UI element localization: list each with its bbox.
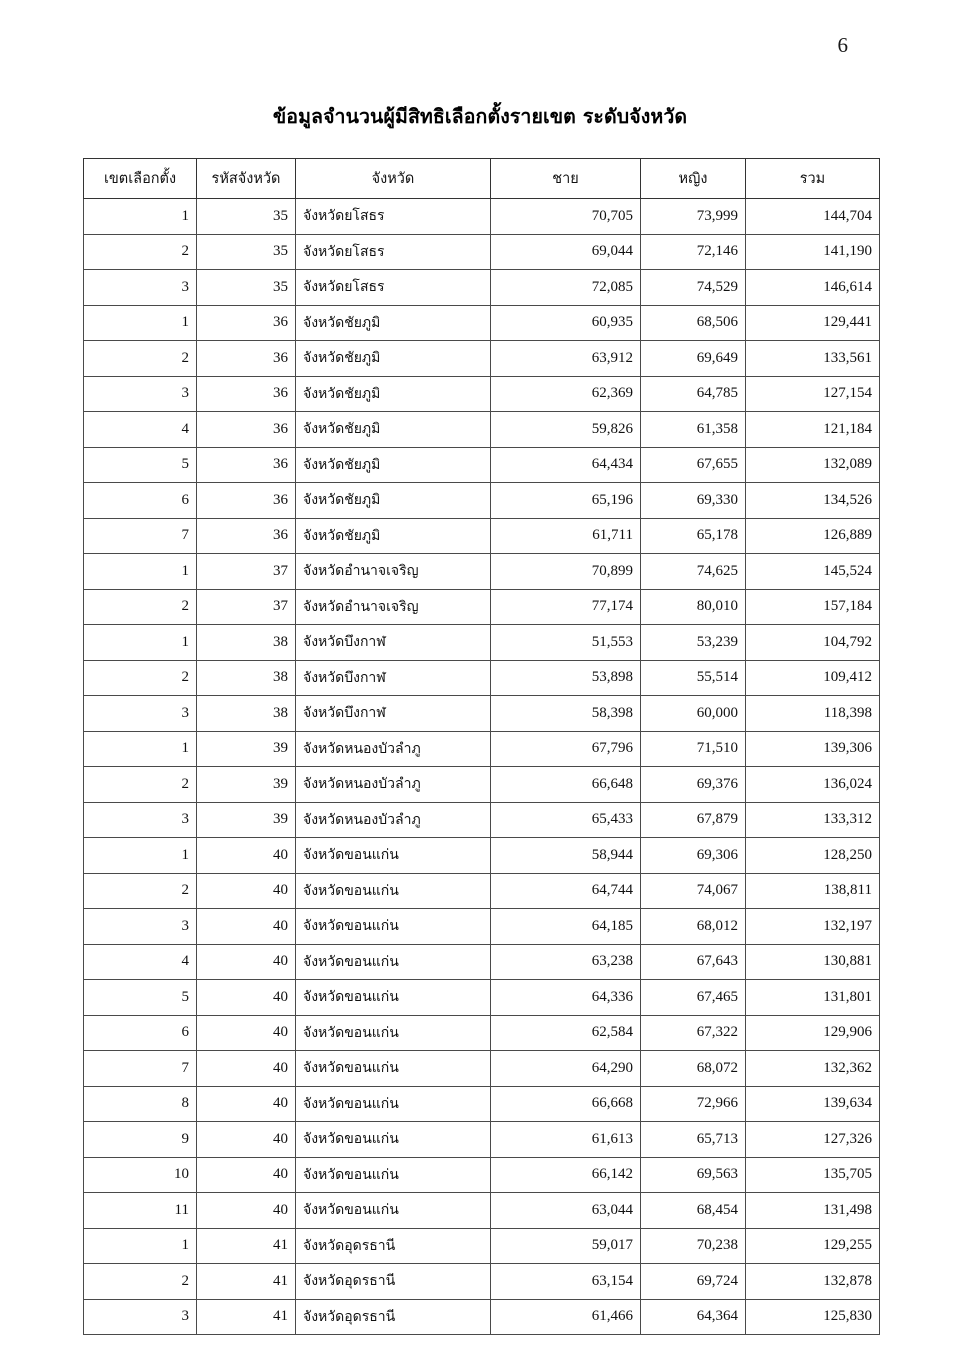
cell-province: จังหวัดชัยภูมิ	[296, 341, 491, 377]
page-title: ข้อมูลจำนวนผู้มีสิทธิเลือกตั้งรายเขต ระดับจังหวัด	[272, 105, 688, 129]
cell-province-code: 40	[197, 1086, 296, 1122]
table-row	[84, 518, 880, 554]
cell-province-code: 40	[197, 1193, 296, 1229]
cell-male: 69,044	[491, 234, 641, 270]
cell-province-code: 35	[197, 199, 296, 235]
cell-province-code: 36	[197, 412, 296, 448]
table-row	[84, 412, 880, 448]
cell-male: 61,711	[491, 518, 641, 554]
cell-female: 68,012	[641, 909, 746, 945]
cell-province: จังหวัดอำนาจเจริญ	[296, 589, 491, 625]
cell-district: 7	[84, 518, 197, 554]
cell-district: 1	[84, 731, 197, 767]
cell-total: 129,906	[746, 1015, 880, 1051]
cell-total: 136,024	[746, 767, 880, 803]
cell-district: 2	[84, 767, 197, 803]
cell-province: จังหวัดขอนแก่น	[296, 1193, 491, 1229]
cell-province: จังหวัดบึงกาฬ	[296, 660, 491, 696]
cell-district: 4	[84, 944, 197, 980]
cell-province-code: 37	[197, 554, 296, 590]
cell-district: 1	[84, 305, 197, 341]
cell-male: 62,584	[491, 1015, 641, 1051]
cell-province-code: 37	[197, 589, 296, 625]
cell-province: จังหวัดขอนแก่น	[296, 944, 491, 980]
cell-female: 67,322	[641, 1015, 746, 1051]
cell-female: 68,072	[641, 1051, 746, 1087]
cell-male: 59,017	[491, 1228, 641, 1264]
cell-district: 2	[84, 1264, 197, 1300]
cell-district: 11	[84, 1193, 197, 1229]
column-header-province: จังหวัด	[296, 159, 491, 199]
cell-province-code: 35	[197, 270, 296, 306]
cell-female: 68,454	[641, 1193, 746, 1229]
cell-province-code: 40	[197, 909, 296, 945]
cell-province: จังหวัดขอนแก่น	[296, 1051, 491, 1087]
cell-province: จังหวัดชัยภูมิ	[296, 483, 491, 519]
cell-district: 1	[84, 199, 197, 235]
cell-male: 59,826	[491, 412, 641, 448]
cell-total: 139,306	[746, 731, 880, 767]
table-row	[84, 1299, 880, 1335]
cell-male: 65,433	[491, 802, 641, 838]
cell-female: 74,529	[641, 270, 746, 306]
column-header-male: ชาย	[491, 159, 641, 199]
cell-province: จังหวัดขอนแก่น	[296, 873, 491, 909]
cell-district: 3	[84, 270, 197, 306]
cell-male: 64,744	[491, 873, 641, 909]
table-row	[84, 1264, 880, 1300]
cell-province-code: 40	[197, 1157, 296, 1193]
cell-male: 65,196	[491, 483, 641, 519]
table-row	[84, 944, 880, 980]
cell-province-code: 40	[197, 1122, 296, 1158]
table-row	[84, 234, 880, 270]
cell-province-code: 40	[197, 1015, 296, 1051]
cell-female: 73,999	[641, 199, 746, 235]
cell-province: จังหวัดยโสธร	[296, 270, 491, 306]
cell-total: 129,255	[746, 1228, 880, 1264]
cell-total: 118,398	[746, 696, 880, 732]
cell-province: จังหวัดชัยภูมิ	[296, 518, 491, 554]
cell-province: จังหวัดชัยภูมิ	[296, 412, 491, 448]
cell-male: 66,142	[491, 1157, 641, 1193]
cell-male: 70,899	[491, 554, 641, 590]
cell-total: 104,792	[746, 625, 880, 661]
cell-district: 8	[84, 1086, 197, 1122]
cell-male: 64,336	[491, 980, 641, 1016]
table-row	[84, 1193, 880, 1229]
cell-province: จังหวัดขอนแก่น	[296, 1015, 491, 1051]
cell-district: 5	[84, 980, 197, 1016]
cell-total: 125,830	[746, 1299, 880, 1335]
cell-total: 133,561	[746, 341, 880, 377]
cell-total: 132,089	[746, 447, 880, 483]
cell-female: 64,785	[641, 376, 746, 412]
table-row	[84, 1228, 880, 1264]
cell-district: 4	[84, 412, 197, 448]
cell-province: จังหวัดอุดรธานี	[296, 1299, 491, 1335]
cell-province-code: 40	[197, 944, 296, 980]
cell-total: 145,524	[746, 554, 880, 590]
cell-total: 135,705	[746, 1157, 880, 1193]
cell-province-code: 36	[197, 518, 296, 554]
cell-male: 51,553	[491, 625, 641, 661]
cell-female: 70,238	[641, 1228, 746, 1264]
column-header-district: เขตเลือกตั้ง	[84, 159, 197, 199]
table-row	[84, 554, 880, 590]
cell-province-code: 39	[197, 802, 296, 838]
cell-total: 134,526	[746, 483, 880, 519]
cell-female: 60,000	[641, 696, 746, 732]
cell-total: 144,704	[746, 199, 880, 235]
cell-total: 132,878	[746, 1264, 880, 1300]
cell-female: 71,510	[641, 731, 746, 767]
cell-province-code: 39	[197, 767, 296, 803]
column-header-province-code: รหัสจังหวัด	[197, 159, 296, 199]
table-row	[84, 838, 880, 874]
table-row	[84, 980, 880, 1016]
cell-male: 63,154	[491, 1264, 641, 1300]
cell-province-code: 41	[197, 1299, 296, 1335]
cell-district: 3	[84, 1299, 197, 1335]
cell-male: 64,185	[491, 909, 641, 945]
cell-province: จังหวัดขอนแก่น	[296, 980, 491, 1016]
cell-province-code: 40	[197, 873, 296, 909]
cell-province-code: 41	[197, 1264, 296, 1300]
cell-male: 58,398	[491, 696, 641, 732]
cell-female: 67,465	[641, 980, 746, 1016]
cell-female: 53,239	[641, 625, 746, 661]
cell-female: 69,563	[641, 1157, 746, 1193]
cell-province: จังหวัดยโสธร	[296, 234, 491, 270]
cell-male: 64,434	[491, 447, 641, 483]
table-row	[84, 767, 880, 803]
cell-district: 3	[84, 802, 197, 838]
cell-total: 128,250	[746, 838, 880, 874]
cell-male: 53,898	[491, 660, 641, 696]
cell-province-code: 36	[197, 376, 296, 412]
table-row	[84, 1157, 880, 1193]
cell-male: 61,466	[491, 1299, 641, 1335]
column-header-total: รวม	[746, 159, 880, 199]
cell-province: จังหวัดชัยภูมิ	[296, 376, 491, 412]
cell-district: 3	[84, 696, 197, 732]
cell-male: 66,668	[491, 1086, 641, 1122]
cell-female: 69,330	[641, 483, 746, 519]
table-row	[84, 1015, 880, 1051]
cell-male: 60,935	[491, 305, 641, 341]
cell-district: 6	[84, 483, 197, 519]
cell-male: 70,705	[491, 199, 641, 235]
cell-male: 66,648	[491, 767, 641, 803]
cell-female: 55,514	[641, 660, 746, 696]
cell-total: 131,498	[746, 1193, 880, 1229]
cell-province: จังหวัดขอนแก่น	[296, 1122, 491, 1158]
cell-province: จังหวัดชัยภูมิ	[296, 447, 491, 483]
cell-female: 64,364	[641, 1299, 746, 1335]
cell-province-code: 40	[197, 838, 296, 874]
cell-province-code: 36	[197, 483, 296, 519]
cell-total: 139,634	[746, 1086, 880, 1122]
cell-province-code: 39	[197, 731, 296, 767]
cell-district: 2	[84, 873, 197, 909]
cell-total: 129,441	[746, 305, 880, 341]
cell-district: 9	[84, 1122, 197, 1158]
cell-male: 63,238	[491, 944, 641, 980]
cell-total: 127,326	[746, 1122, 880, 1158]
cell-female: 74,625	[641, 554, 746, 590]
cell-female: 67,643	[641, 944, 746, 980]
cell-total: 127,154	[746, 376, 880, 412]
cell-female: 72,966	[641, 1086, 746, 1122]
cell-male: 62,369	[491, 376, 641, 412]
cell-male: 63,044	[491, 1193, 641, 1229]
column-header-female: หญิง	[641, 159, 746, 199]
cell-province: จังหวัดยโสธร	[296, 199, 491, 235]
table-row	[84, 483, 880, 519]
table-row	[84, 305, 880, 341]
cell-province: จังหวัดหนองบัวลำภู	[296, 767, 491, 803]
cell-province: จังหวัดขอนแก่น	[296, 838, 491, 874]
cell-female: 67,655	[641, 447, 746, 483]
table-row	[84, 731, 880, 767]
cell-province-code: 38	[197, 660, 296, 696]
cell-district: 1	[84, 625, 197, 661]
voter-data-table	[83, 158, 880, 1335]
table-row	[84, 1051, 880, 1087]
table-row	[84, 270, 880, 306]
cell-province: จังหวัดอุดรธานี	[296, 1264, 491, 1300]
cell-female: 69,724	[641, 1264, 746, 1300]
table-row	[84, 341, 880, 377]
cell-female: 69,376	[641, 767, 746, 803]
cell-province-code: 36	[197, 447, 296, 483]
table-row	[84, 909, 880, 945]
table-header-row	[84, 159, 880, 199]
table-row	[84, 802, 880, 838]
cell-total: 109,412	[746, 660, 880, 696]
cell-male: 63,912	[491, 341, 641, 377]
cell-total: 121,184	[746, 412, 880, 448]
cell-province: จังหวัดอำนาจเจริญ	[296, 554, 491, 590]
cell-province-code: 38	[197, 625, 296, 661]
table-body	[84, 199, 880, 1335]
cell-female: 61,358	[641, 412, 746, 448]
table-row	[84, 1086, 880, 1122]
cell-province-code: 35	[197, 234, 296, 270]
cell-female: 74,067	[641, 873, 746, 909]
page-number: 6	[837, 33, 848, 57]
cell-district: 2	[84, 660, 197, 696]
cell-district: 2	[84, 589, 197, 625]
cell-province-code: 36	[197, 305, 296, 341]
cell-female: 67,879	[641, 802, 746, 838]
cell-female: 69,649	[641, 341, 746, 377]
cell-total: 146,614	[746, 270, 880, 306]
cell-total: 133,312	[746, 802, 880, 838]
cell-district: 1	[84, 838, 197, 874]
table-row	[84, 447, 880, 483]
cell-district: 2	[84, 341, 197, 377]
table-header	[84, 159, 880, 199]
cell-district: 10	[84, 1157, 197, 1193]
cell-female: 72,146	[641, 234, 746, 270]
cell-total: 131,801	[746, 980, 880, 1016]
cell-province: จังหวัดชัยภูมิ	[296, 305, 491, 341]
cell-province: จังหวัดขอนแก่น	[296, 1157, 491, 1193]
cell-female: 65,178	[641, 518, 746, 554]
cell-province-code: 40	[197, 1051, 296, 1087]
cell-province-code: 36	[197, 341, 296, 377]
cell-district: 1	[84, 1228, 197, 1264]
cell-province: จังหวัดขอนแก่น	[296, 909, 491, 945]
table-row	[84, 199, 880, 235]
cell-total: 132,197	[746, 909, 880, 945]
cell-province-code: 40	[197, 980, 296, 1016]
cell-male: 64,290	[491, 1051, 641, 1087]
cell-district: 7	[84, 1051, 197, 1087]
cell-province: จังหวัดหนองบัวลำภู	[296, 731, 491, 767]
cell-district: 2	[84, 234, 197, 270]
cell-district: 5	[84, 447, 197, 483]
cell-district: 3	[84, 909, 197, 945]
cell-district: 3	[84, 376, 197, 412]
cell-male: 72,085	[491, 270, 641, 306]
table-row	[84, 1122, 880, 1158]
cell-province: จังหวัดหนองบัวลำภู	[296, 802, 491, 838]
cell-male: 61,613	[491, 1122, 641, 1158]
cell-female: 65,713	[641, 1122, 746, 1158]
cell-province: จังหวัดบึงกาฬ	[296, 696, 491, 732]
cell-female: 68,506	[641, 305, 746, 341]
cell-district: 6	[84, 1015, 197, 1051]
cell-province: จังหวัดขอนแก่น	[296, 1086, 491, 1122]
table-row	[84, 660, 880, 696]
table-row	[84, 696, 880, 732]
cell-province: จังหวัดบึงกาฬ	[296, 625, 491, 661]
cell-male: 58,944	[491, 838, 641, 874]
table-row	[84, 625, 880, 661]
cell-province-code: 38	[197, 696, 296, 732]
cell-male: 67,796	[491, 731, 641, 767]
cell-total: 141,190	[746, 234, 880, 270]
cell-province: จังหวัดอุดรธานี	[296, 1228, 491, 1264]
cell-total: 130,881	[746, 944, 880, 980]
cell-district: 1	[84, 554, 197, 590]
cell-total: 157,184	[746, 589, 880, 625]
cell-female: 69,306	[641, 838, 746, 874]
table-row	[84, 589, 880, 625]
table-row	[84, 376, 880, 412]
cell-total: 132,362	[746, 1051, 880, 1087]
cell-province-code: 41	[197, 1228, 296, 1264]
cell-total: 138,811	[746, 873, 880, 909]
cell-total: 126,889	[746, 518, 880, 554]
cell-male: 77,174	[491, 589, 641, 625]
table-row	[84, 873, 880, 909]
voter-data-table-container	[83, 158, 879, 1335]
cell-female: 80,010	[641, 589, 746, 625]
